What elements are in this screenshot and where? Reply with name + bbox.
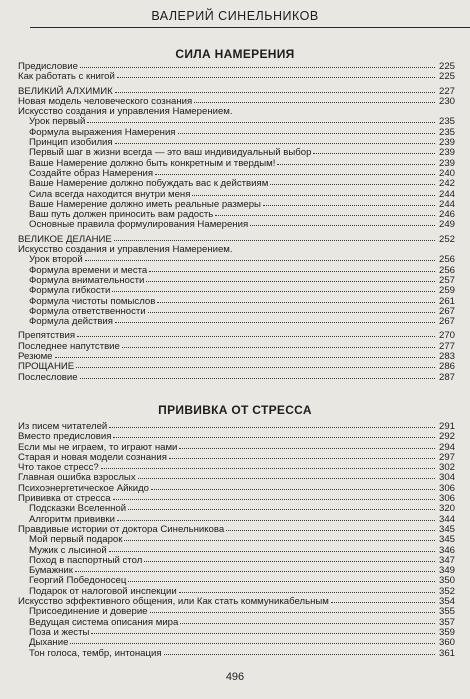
dot-leader — [128, 581, 435, 582]
toc-entry-title: Формула внимательности — [29, 274, 145, 286]
dot-leader — [109, 551, 435, 552]
toc-entry-page: 306 — [438, 482, 455, 494]
toc-entry-page: 357 — [438, 616, 455, 628]
dot-leader — [151, 489, 435, 490]
page-number: 496 — [225, 671, 245, 683]
toc-entry[interactable] — [18, 649, 455, 659]
dot-leader — [77, 336, 435, 337]
toc-entry-title: Как работать с книгой — [18, 71, 115, 83]
toc-entry-page: 346 — [438, 544, 455, 556]
toc-entry-page: 235 — [438, 116, 455, 128]
dot-leader — [85, 260, 435, 261]
dot-leader — [263, 205, 435, 206]
toc-entry-title: ВЕЛИКОЕ ДЕЛАНИЕ — [18, 233, 112, 245]
toc-entry-title: Тон голоса, тембр, интонация — [29, 647, 162, 659]
toc-entry-title: Основные правила формулирования Намерения — [29, 219, 249, 231]
toc-entry-title: Первый шаг в жизни всегда — это ваш индивидуальный выбор — [29, 147, 312, 159]
dot-leader — [109, 427, 435, 428]
toc-entry-page: 297 — [438, 451, 455, 463]
toc-entry[interactable] — [18, 556, 455, 566]
toc-entry-title: Прививка от стресса — [18, 493, 111, 505]
toc-entry-title: Мой первый подарок — [29, 534, 123, 546]
header-rule — [30, 27, 470, 28]
toc-entry-title: Формула чистоты помыслов — [29, 295, 156, 307]
dot-leader — [87, 122, 435, 123]
toc-entry-title: Ваше Намерение должно иметь реальные размеры — [29, 198, 261, 210]
toc-entry-page: 230 — [438, 95, 455, 107]
toc-entry[interactable] — [18, 220, 455, 230]
toc-entry-page: 352 — [438, 585, 455, 597]
toc-entry-title: Старая и новая модели сознания — [18, 451, 167, 463]
toc-entry-page: 261 — [438, 295, 455, 307]
dot-leader — [215, 215, 435, 216]
section-title-2: ПРИВИВКА ОТ СТРЕССА — [158, 403, 312, 417]
toc-entry[interactable] — [18, 72, 455, 82]
dot-leader — [194, 102, 435, 103]
toc-entry-title: ПРОЩАНИЕ — [18, 361, 75, 373]
dot-leader — [179, 592, 435, 593]
toc-list-section-1 — [18, 62, 455, 383]
toc-entry-page: 359 — [438, 626, 455, 638]
dot-leader — [76, 367, 435, 368]
dot-leader — [128, 509, 435, 510]
toc-entry-title: Ваш путь должен приносить вам радость — [29, 209, 214, 221]
dot-leader — [277, 164, 435, 165]
dot-leader — [115, 143, 435, 144]
dot-leader — [146, 281, 435, 282]
toc-entry-page: 246 — [438, 209, 455, 221]
dot-leader — [178, 133, 435, 134]
toc-entry-title: Присоединение и доверие — [29, 606, 148, 618]
toc-entry-title: Подарок от налоговой инспекции — [29, 585, 177, 597]
toc-entry-title: Георгий Победоносец — [29, 575, 127, 587]
dot-leader — [313, 153, 435, 154]
toc-entry-page: 239 — [438, 137, 455, 149]
toc-entry-page: 239 — [438, 147, 455, 159]
toc-entry-page: 306 — [438, 493, 455, 505]
toc-entry-page: 239 — [438, 157, 455, 169]
toc-entry-title: Ваше Намерение должно быть конкретным и твердым! — [29, 157, 276, 169]
toc-entry-title: Искусство создания и управления Намерением. — [18, 244, 233, 256]
toc-entry-title: Урок второй — [29, 254, 83, 266]
dot-leader — [331, 602, 435, 603]
toc-entry[interactable] — [18, 352, 455, 362]
toc-entry-title: Психоэнергетическое Айкидо — [18, 482, 150, 494]
toc-entry-title: Формула гибкости — [29, 285, 111, 297]
toc-entry-page: 270 — [438, 330, 455, 342]
toc-entry-title: Резюме — [18, 351, 53, 363]
dot-leader — [250, 225, 435, 226]
dot-leader — [55, 357, 435, 358]
toc-entry-page: 244 — [438, 198, 455, 210]
toc-entry-title: Формула времени и места — [29, 264, 148, 276]
dot-leader — [169, 458, 435, 459]
dot-leader — [148, 312, 435, 313]
toc-entry-title: Вместо предисловия — [18, 431, 112, 443]
toc-entry-title: Мужик с лысиной — [29, 544, 107, 556]
toc-entry-title: Создайте образ Намерения — [29, 167, 154, 179]
toc-list-section-2 — [18, 422, 455, 659]
toc-entry[interactable] — [18, 373, 455, 383]
toc-entry-page: 244 — [438, 188, 455, 200]
toc-entry[interactable] — [18, 628, 455, 638]
toc-entry-title: Подсказки Вселенной — [29, 503, 127, 515]
toc-entry[interactable] — [18, 245, 455, 255]
dot-leader — [226, 530, 435, 531]
toc-entry[interactable] — [18, 638, 455, 648]
toc-entry-title: Правдивые истории от доктора Синельникова — [18, 523, 225, 535]
toc-entry-page: 256 — [438, 264, 455, 276]
toc-entry-title: Ваше Намерение должно побуждать вас к действиям — [29, 178, 269, 190]
toc-entry[interactable] — [18, 317, 455, 327]
toc-entry-page: 287 — [438, 371, 455, 383]
toc-entry-page: 267 — [438, 305, 455, 317]
dot-leader — [180, 623, 435, 624]
toc-entry-title: Поход в паспортный стол — [29, 554, 143, 566]
dot-leader — [117, 520, 435, 521]
toc-entry-page: 257 — [438, 274, 455, 286]
toc-entry-page: 345 — [438, 534, 455, 546]
toc-entry-title: Бумажник — [29, 565, 73, 577]
dot-leader — [113, 437, 435, 438]
dot-leader — [149, 271, 435, 272]
toc-entry-page: 259 — [438, 285, 455, 297]
toc-entry-page: 344 — [438, 513, 455, 525]
toc-entry-page: 292 — [438, 431, 455, 443]
dot-leader — [80, 67, 435, 68]
toc-entry-title: Сила всегда находится внутри меня — [29, 188, 191, 200]
toc-entry-title: Урок первый — [29, 116, 86, 128]
dot-leader — [155, 174, 435, 175]
toc-entry-title: Что такое стресс? — [18, 462, 99, 474]
toc-entry-page: 267 — [438, 316, 455, 328]
dot-leader — [114, 240, 435, 241]
toc-entry-page: 302 — [438, 462, 455, 474]
dot-leader — [115, 322, 435, 323]
dot-leader — [150, 612, 435, 613]
dot-leader — [80, 378, 435, 379]
toc-entry-title: Ведущая система описания мира — [29, 616, 179, 628]
toc-entry-title: Алгоритм прививки — [29, 513, 115, 525]
toc-entry-title: Предисловие — [18, 61, 78, 72]
toc-entry-page: 355 — [438, 606, 455, 618]
toc-entry[interactable] — [18, 362, 455, 372]
toc-entry-title: Главная ошибка взрослых — [18, 472, 136, 484]
toc-entry-page: 277 — [438, 340, 455, 352]
dot-leader — [91, 633, 435, 634]
toc-entry-title: Последнее напутствие — [18, 340, 120, 352]
toc-entry-page: 286 — [438, 361, 455, 373]
toc-entry-page: 349 — [438, 565, 455, 577]
toc-entry-title: Формула ответственности — [29, 305, 146, 317]
toc-entry-title: Дыхание — [29, 637, 69, 649]
toc-entry-title: Препятствия — [18, 330, 76, 342]
toc-entry-page: 227 — [438, 85, 455, 97]
toc-entry-page: 225 — [438, 61, 455, 72]
toc-entry-page: 304 — [438, 472, 455, 484]
toc-entry-title: Формула выражения Намерения — [29, 126, 176, 138]
toc-entry-title: Искусство эффективного общения, или Как стать коммуникабельным — [18, 596, 329, 608]
dot-leader — [124, 540, 435, 541]
dot-leader — [101, 468, 435, 469]
toc-entry-page: 249 — [438, 219, 455, 231]
dot-leader — [157, 302, 435, 303]
dot-leader — [113, 499, 435, 500]
toc-entry-page: 360 — [438, 637, 455, 649]
toc-entry-page: 294 — [438, 441, 455, 453]
toc-entry-page: 256 — [438, 254, 455, 266]
toc-entry-page: 350 — [438, 575, 455, 587]
toc-entry-page: 291 — [438, 421, 455, 432]
dot-leader — [138, 478, 435, 479]
dot-leader — [164, 654, 435, 655]
toc-entry-title: Формула действия — [29, 316, 113, 328]
toc-entry[interactable] — [18, 286, 455, 296]
toc-entry-page: 320 — [438, 503, 455, 515]
toc-entry-page: 252 — [438, 233, 455, 245]
dot-leader — [115, 92, 435, 93]
dot-leader — [112, 291, 435, 292]
dot-leader — [144, 561, 435, 562]
toc-entry-title: Искусство создания и управления Намерением. — [18, 106, 233, 118]
toc-entry-page: 283 — [438, 351, 455, 363]
dot-leader — [270, 184, 435, 185]
toc-entry-page: 345 — [438, 523, 455, 535]
toc-entry-page: 235 — [438, 126, 455, 138]
dot-leader — [179, 448, 435, 449]
toc-entry-page: 354 — [438, 596, 455, 608]
toc-entry-page: 347 — [438, 554, 455, 566]
dot-leader — [117, 77, 435, 78]
dot-leader — [75, 571, 435, 572]
toc-entry-title: Если мы не играем, то играют нами — [18, 441, 178, 453]
toc-entry-title: Поза и жесты — [29, 626, 90, 638]
toc-entry-page: 242 — [438, 178, 455, 190]
toc-entry-page: 240 — [438, 167, 455, 179]
dot-leader — [192, 195, 435, 196]
toc-entry[interactable] — [18, 342, 455, 352]
toc-entry-title: Послесловие — [18, 371, 78, 383]
toc-entry-page: 225 — [438, 71, 455, 83]
dot-leader — [122, 347, 435, 348]
toc-entry-title: Из писем читателей — [18, 421, 108, 432]
section-title-1: СИЛА НАМЕРЕНИЯ — [175, 47, 295, 61]
toc-entry-title: ВЕЛИКИЙ АЛХИМИК — [18, 85, 113, 97]
dot-leader — [70, 643, 435, 644]
toc-entry-title: Принцип изобилия — [29, 137, 113, 149]
toc-entry-title: Новая модель человеческого сознания — [18, 95, 193, 107]
toc-entry-page: 361 — [438, 647, 455, 659]
running-head: ВАЛЕРИЙ СИНЕЛЬНИКОВ — [151, 9, 319, 23]
